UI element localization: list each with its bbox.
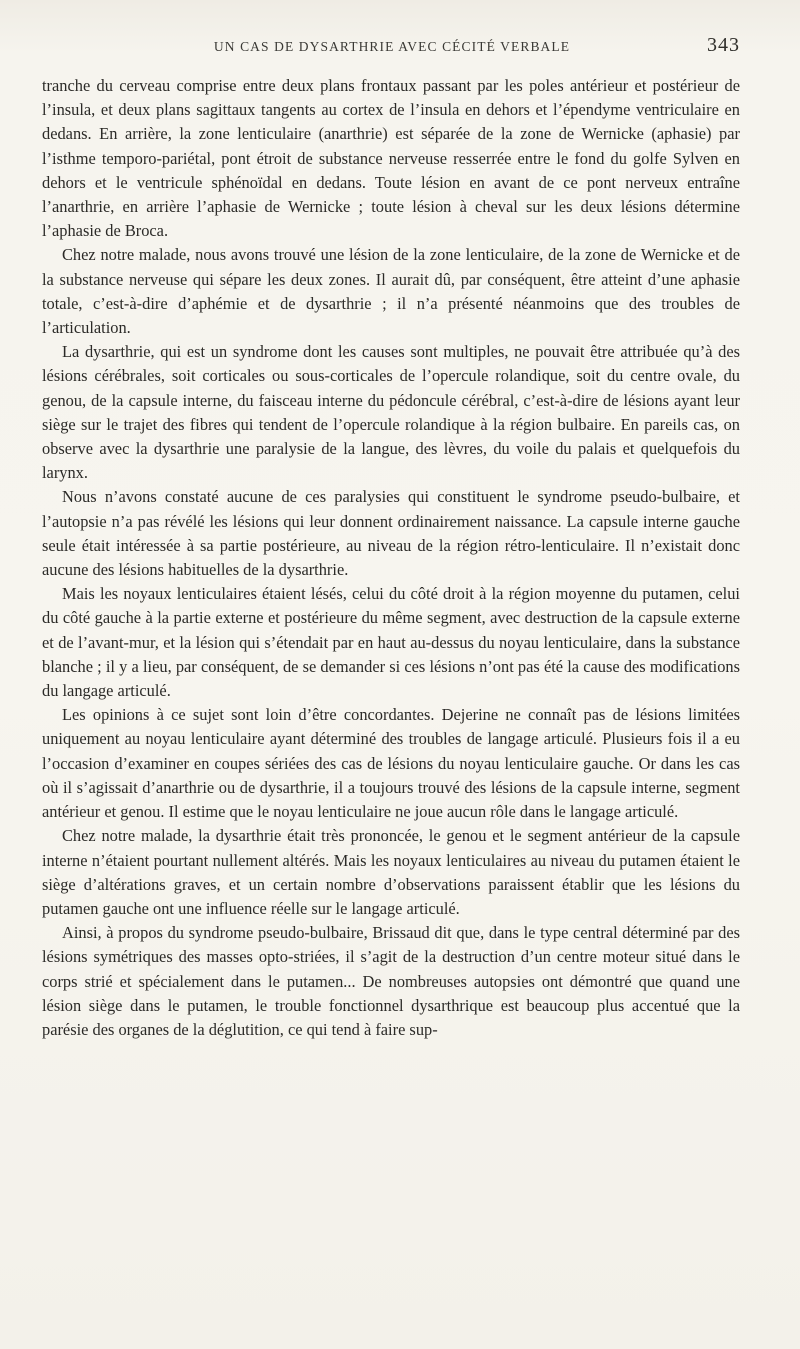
- paragraph: Nous n’avons constaté aucune de ces paralysies qui constituent le syndrome pseudo-bulbaire, et l’autopsie n’a pas révélé les lésions qui leur donnent ordinairement naissance. La capsule interne gauche seule était intéressée à sa partie postérieure, au niveau de la région rétro-lenticulaire. Il n’existait donc aucune des lésions habituelles de la dysarthrie.: [42, 487, 740, 580]
- page-number: 343: [707, 34, 740, 56]
- paragraph: Mais les noyaux lenticulaires étaient lésés, celui du côté droit à la région moyenne du putamen, celui du côté gauche à la partie externe et postérieure du même segment, avec destruction de la capsule externe et de l’avant-mur, et la lésion qui s’étendait par en haut au-dessus du noyau lenticulaire, dans la substance blanche ; il y a lieu, par conséquent, de se demander si ces lésions n’ont pas été la cause des modifications du langage articulé.: [42, 584, 740, 701]
- paragraph: tranche du cerveau comprise entre deux plans frontaux passant par les poles antérieur et postérieur de l’insula, et deux plans sagittaux tangents au cortex de l’insula en dehors et l’épendyme ventriculaire en dedans. En arrière, la zone lenticulaire (anarthrie) est séparée de la zone de Wernicke (aphasie) par l’isthme temporo-pariétal, pont étroit de substance nerveuse resserrée entre le fond du golfe Sylven en dehors et le ventricule sphénoïdal en dedans. Toute lésion en avant de ce pont nerveux entraîne l’anarthrie, en arrière l’aphasie de Wernicke ; toute lésion à cheval sur les deux lésions détermine l’aphasie de Broca.: [42, 76, 740, 241]
- paragraph: La dysarthrie, qui est un syndrome dont les causes sont multiples, ne pouvait être attribuée qu’à des lésions cérébrales, soit corticales ou sous-corticales de l’opercule rolandique, soit du centre ovale, du genou, de la capsule interne, du faisceau interne du pédoncule cérébral, c’est-à-dire de lésions ayant leur siège sur le trajet des fibres qui tendent de l’opercule rolandique à la région bulbaire. En pareils cas, on observe avec la dysarthrie une paralysie de la langue, des lèvres, du voile du palais et quelquefois du larynx.: [42, 342, 740, 483]
- paragraph: Chez notre malade, nous avons trouvé une lésion de la zone lenticulaire, de la zone de Wernicke et de la substance nerveuse qui sépare les deux zones. Il aurait dû, par conséquent, être atteint d’une aphasie totale, c’est-à-dire d’aphémie et de dysarthrie ; il n’a présenté néanmoins que des troubles de l’articulation.: [42, 245, 740, 338]
- running-head: [44, 34, 740, 62]
- paragraph: Les opinions à ce sujet sont loin d’être concordantes. Dejerine ne connaît pas de lésions limitées uniquement au noyau lenticulaire ayant déterminé des troubles de langage articulé. Plusieurs fois il a eu l’occasion d’examiner en coupes sériées des cas de lésions du noyau lenticulaire gauche. Or dans les cas où il s’agissait d’anarthrie ou de dysarthrie, il a toujours trouvé des lésions de la capsule interne, segment antérieur et genou. Il estime que le noyau lenticulaire ne joue aucun rôle dans le langage articulé.: [42, 705, 740, 822]
- paragraph: Ainsi, à propos du syndrome pseudo-bulbaire, Brissaud dit que, dans le type central déterminé par des lésions symétriques des masses opto-striées, il s’agit de la destruction d’un centre moteur situé dans le corps strié et spécialement dans le putamen... De nombreuses autopsies ont démontré que quand une lésion siège dans le putamen, le trouble fonctionnel dysarthrique est beaucoup plus accentué que la parésie des organes de la déglutition, ce qui tend à faire sup-: [42, 923, 740, 1039]
- running-title: UN CAS DE DYSARTHRIE AVEC CÉCITÉ VERBALE: [213, 39, 571, 54]
- body-text: [42, 74, 740, 1042]
- paragraph: Chez notre malade, la dysarthrie était très prononcée, le genou et le segment antérieur de la capsule interne n’étaient pourtant nullement altérés. Mais les noyaux lenticulaires au niveau du putamen étaient le siège d’altérations graves, et un certain nombre d’observations paraissent établir que les lésions du putamen gauche ont une influence réelle sur le langage articulé.: [42, 826, 740, 918]
